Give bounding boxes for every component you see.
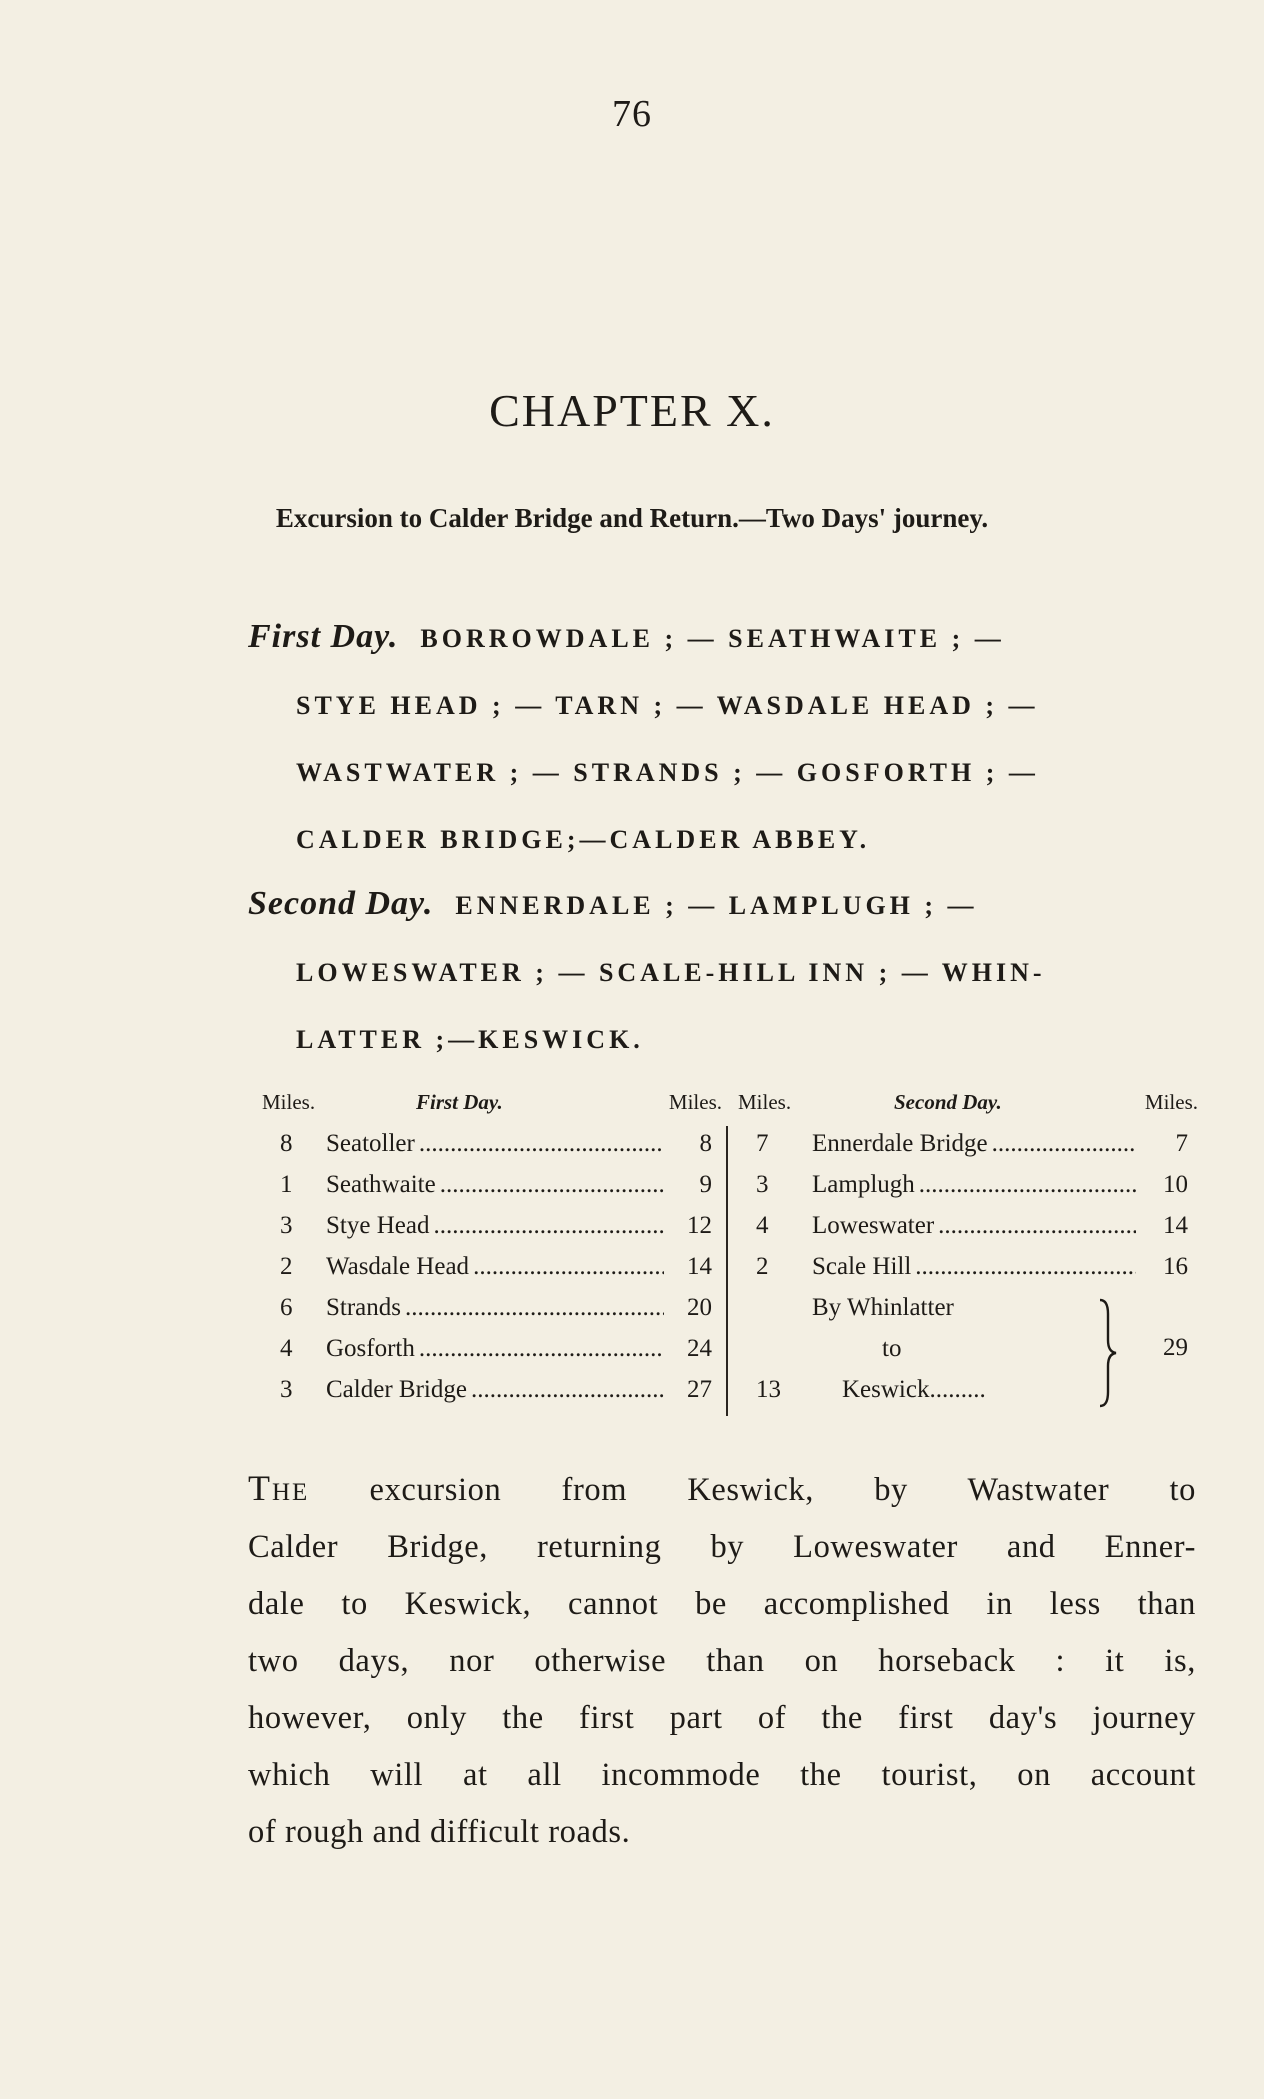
header-title: Second Day. <box>894 1090 1002 1114</box>
header-miles: Miles. <box>262 1090 316 1114</box>
itinerary-line: LATTER ;—KESWICK. <box>296 1025 644 1054</box>
column-divider <box>726 1126 728 1416</box>
paragraph-line: Calder Bridge, returning by Loweswater and Enner- <box>248 1529 1196 1565</box>
table-row: 3 Lamplugh ..... 10 <box>732 1171 1198 1211</box>
body-paragraph: The excursion from Keswick, by Wastwater to Calder Bridge, returning by Loweswater and Enner- dale to Keswick, cannot be accomplished in less than two days, nor otherwise than on horseback : it is, however, only the first part of the first day's journey which will at all incommode the tourist, on account of rough and difficult roads. <box>248 1460 1196 1861</box>
table-row: 2 Scale Hill ..... 16 <box>732 1253 1198 1293</box>
table-row: 3 Stye Head ..... 12 <box>262 1212 722 1252</box>
table-row: 8 Seatoller ..... 8 <box>262 1130 722 1170</box>
table-header <box>732 1090 1198 1122</box>
bracket-total: 29 <box>1163 1334 1188 1361</box>
itinerary-line: WASTWATER ; — STRANDS ; — GOSFORTH ; — <box>296 758 1039 787</box>
paragraph-line: which will at all incommode the tourist, on account <box>248 1757 1196 1793</box>
page-number: 76 <box>612 93 652 135</box>
second-day-table <box>732 1090 1198 1418</box>
header-title: First Day. <box>416 1090 503 1114</box>
bracketed-entry <box>732 1290 1198 1416</box>
bracket-line: By Whinlatter <box>812 1294 954 1321</box>
table-row: 2 Wasdale Head ..... 14 <box>262 1253 722 1293</box>
bracket-line: Keswick......... <box>842 1376 986 1403</box>
paragraph-line: dale to Keswick, cannot be accomplished in less than <box>248 1586 1196 1622</box>
bracket-miles: 13 <box>756 1376 781 1403</box>
paragraph-line: however, only the first part of the first day's journey <box>248 1700 1196 1736</box>
itinerary-line: ENNERDALE ; — LAMPLUGH ; — <box>455 891 978 920</box>
itinerary-line: LOWESWATER ; — SCALE-HILL INN ; — WHIN- <box>296 958 1046 987</box>
table-row: 7 Ennerdale Bridge ..... 7 <box>732 1130 1198 1170</box>
chapter-title: CHAPTER X. <box>489 385 775 436</box>
table-row: 1 Seathwaite ..... 9 <box>262 1171 722 1211</box>
first-day-label: First Day. <box>248 618 399 655</box>
second-day-itinerary <box>248 870 1198 1073</box>
header-miles-total: Miles. <box>1144 1090 1198 1114</box>
header-miles: Miles. <box>738 1090 792 1114</box>
header-miles-total: Miles. <box>668 1090 722 1114</box>
curly-brace-icon <box>1096 1294 1120 1412</box>
table-header <box>262 1090 722 1122</box>
second-day-label: Second Day. <box>248 885 434 922</box>
table-row: 6 Strands ..... 20 <box>262 1294 722 1334</box>
paragraph-lead: The <box>248 1468 310 1508</box>
itinerary-line: BORROWDALE ; — SEATHWAITE ; — <box>420 624 1005 653</box>
itinerary-line: STYE HEAD ; — TARN ; — WASDALE HEAD ; — <box>296 691 1039 720</box>
chapter-subtitle: Excursion to Calder Bridge and Return.—Two Days' journey. <box>275 503 989 533</box>
table-row: 3 Calder Bridge ..... 27 <box>262 1376 722 1416</box>
itinerary-line: CALDER BRIDGE;—CALDER ABBEY. <box>296 825 871 854</box>
table-row: 4 Gosforth ..... 24 <box>262 1335 722 1375</box>
first-day-table <box>262 1090 722 1418</box>
paragraph-line: two days, nor otherwise than on horseback : it is, <box>248 1643 1196 1679</box>
table-row: 4 Loweswater ..... 14 <box>732 1212 1198 1252</box>
bracket-line: to <box>882 1335 902 1362</box>
mileage-table <box>262 1090 1198 1418</box>
first-day-itinerary <box>248 603 1198 873</box>
paragraph-line: of rough and difficult roads. <box>248 1814 631 1850</box>
